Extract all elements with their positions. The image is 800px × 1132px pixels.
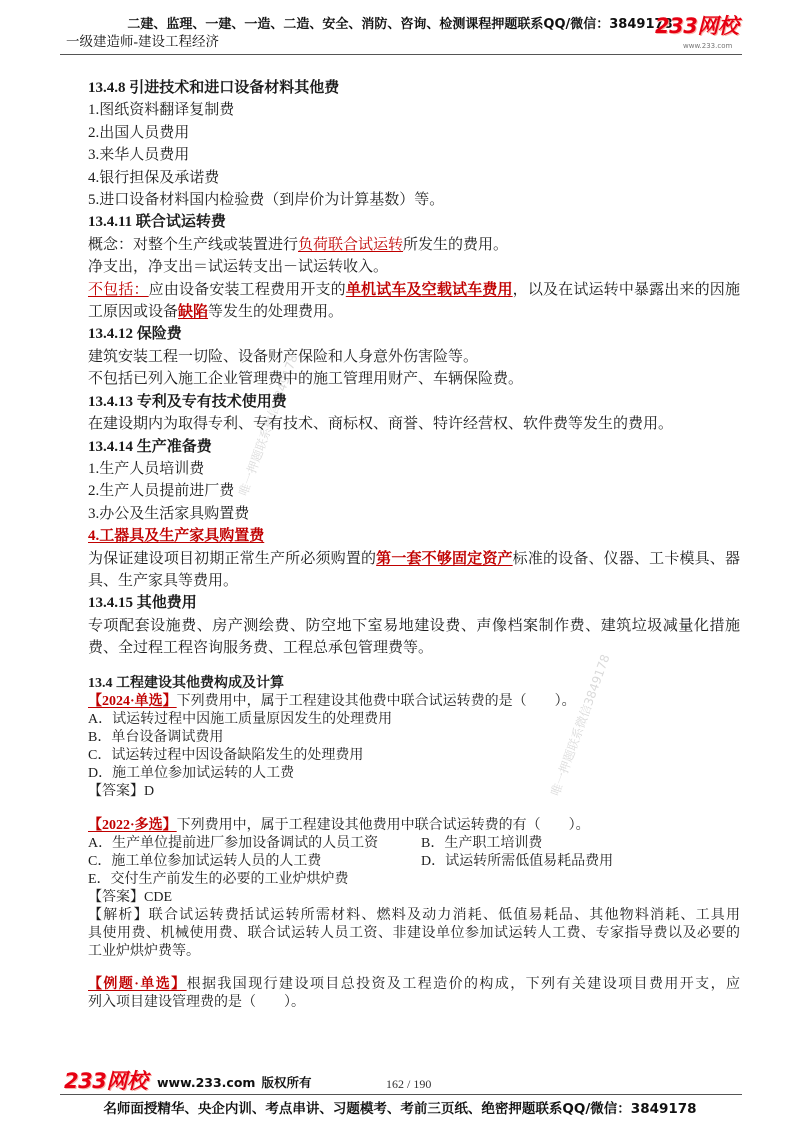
footer-site-url: www.233.com: [157, 1075, 256, 1090]
section-heading-13-4-8: 13.4.8 引进技术和进口设备材料其他费: [88, 80, 340, 96]
option-c: C．试运转过程中因设备缺陷发生的处理费用: [88, 748, 364, 763]
exclusion-text: ，以及在试运转中暴露出来的因施: [512, 281, 740, 298]
analysis-line: 具使用费、机械使用费、联合试运转人员工资、非建设单位参加试运转人工费、专家指导费以及必要的: [88, 926, 740, 941]
header-divider: [60, 54, 742, 55]
option-e: E．交付生产前发生的必要的工业炉烘炉费: [88, 872, 349, 887]
concept-text: 所发生的费用。: [403, 236, 509, 253]
option-c: C．施工单位参加试运转人员的人工费: [88, 854, 322, 869]
list-item: 2.出国人员费用: [88, 124, 190, 141]
section-heading-13-4-13: 13.4.13 专利及专有技术使用费: [88, 393, 287, 410]
question-stem: 下列费用中，属于工程建设其他费用中联合试运转费的有（ ）。: [176, 818, 590, 833]
section-heading-13-4-14: 13.4.14 生产准备费: [88, 438, 212, 455]
question-stem: 根据我国现行建设项目总投资及工程造价的构成，下列有关建设项目费用开支，应: [186, 977, 741, 992]
option-a: A．试运转过程中因施工质量原因发生的处理费用: [88, 712, 393, 727]
list-item: 1.生产人员培训费: [88, 460, 205, 477]
highlight-term: 第一套不够固定资产: [376, 550, 513, 567]
watermark: 唯一押题联系微信3849178: [548, 652, 613, 798]
answer: 【答案】D: [88, 784, 155, 799]
question-tag: 【2024·单选】: [88, 694, 177, 709]
question-tag: 【2022·多选】: [88, 818, 177, 833]
option-b: B．生产职工培训费: [421, 836, 543, 851]
paragraph-line: 不包括已列入施工企业管理费中的施工管理用财产、车辆保险费。: [88, 371, 524, 388]
question-1-stem-line: [88, 693, 740, 711]
question-stem: 下列费用中，属于工程建设其他费中联合试运转费的是（ ）。: [176, 694, 576, 709]
options-row: [88, 853, 740, 871]
exclusion-text: 等发生的处理费用。: [208, 304, 344, 321]
highlight-term: 负荷联合试运转: [298, 236, 404, 253]
list-item: 3.办公及生活家具购置费: [88, 505, 250, 522]
paragraph-text: 标准的设备、仪器、工卡模具、器: [512, 550, 740, 567]
paragraph-line: 费、全过程工程咨询服务费、工程总承包管理费等。: [88, 640, 434, 657]
net-expense-line: 净支出，净支出＝试运转支出－试运转收入。: [88, 259, 389, 276]
footer-copyright-text: 版权所有: [261, 1075, 312, 1090]
exclusion-text: 应由设备安装工程费用开支的: [148, 281, 346, 298]
exclusion-line: [88, 301, 740, 323]
question-3-stem-line: [88, 976, 740, 994]
option-b: B．单台设备调试费用: [88, 730, 224, 745]
exclusion-label: 不包括：: [88, 281, 149, 298]
question-3-stem-line: 列入项目建设管理费的是（ ）。: [88, 995, 305, 1010]
analysis-line: 工业炉烘炉费等。: [88, 944, 200, 959]
footer-copyright: [157, 1074, 311, 1092]
option-d: D．施工单位参加试运转的人工费: [88, 766, 295, 781]
page-number: 162 / 190: [386, 1077, 432, 1091]
highlight-term: 缺陷: [178, 304, 209, 321]
section-heading-13-4-15: 13.4.15 其他费用: [88, 595, 197, 612]
option-a: A．生产单位提前进厂参加设备调试的人员工资: [88, 836, 379, 851]
question-2-stem-line: [88, 817, 740, 835]
paragraph-line: 具、生产家具等费用。: [88, 572, 239, 589]
paragraph-line: 专项配套设施费、房产测绘费、防空地下室易地建设费、声像档案制作费、建筑垃圾减量化措施: [88, 617, 740, 634]
exclusion-text: 工原因或设备: [88, 304, 179, 321]
header-contact-notice: 二建、监理、一建、一造、二造、安全、消防、咨询、检测课程押题联系QQ/微信：3849178: [127, 17, 673, 32]
section-heading-13-4-11: 13.4.11 联合试运转费: [88, 214, 226, 231]
header-brand-logo: 233网校: [655, 14, 739, 38]
concept-text: 概念：对整个生产线或装置进行: [88, 236, 299, 253]
question-tag: 【例题·单选】: [88, 977, 187, 992]
footer-contact-notice: 名师面授精华、央企内训、考点串讲、习题模考、考前三页纸、绝密押题联系QQ/微信：3849178: [103, 1101, 697, 1117]
exercise-section-title: 13.4 工程建设其他费构成及计算: [88, 676, 284, 691]
exercises: [88, 675, 740, 1012]
highlight-term: 单机试车及空载试车费用: [345, 281, 513, 298]
paragraph-text: 为保证建设项目初期正常生产所必须购置的: [88, 550, 377, 567]
list-item: 1.图纸资料翻译复制费: [88, 102, 235, 119]
section-heading-13-4-12: 13.4.12 保险费: [88, 326, 182, 343]
concept-line: [88, 234, 740, 256]
paragraph-line: 建筑安装工程一切险、设备财产保险和人身意外伤害险等。: [88, 348, 479, 365]
paragraph-line: [88, 548, 740, 570]
list-item: 2.生产人员提前进厂费: [88, 483, 235, 500]
answer: 【答案】CDE: [88, 890, 172, 905]
list-item: 5.进口设备材料国内检验费（到岸价为计算基数）等。: [88, 192, 445, 209]
list-item: 3.来华人员费用: [88, 147, 190, 164]
watermark: 唯一押题联系微信3849178: [236, 352, 301, 498]
footer-brand-logo: 233网校: [64, 1069, 148, 1093]
exclusion-line: [88, 279, 740, 301]
footer-divider: [60, 1094, 742, 1095]
paragraph-line: 在建设期内为取得专利、专有技术、商标权、商誉、特许经营权、软件费等发生的费用。: [88, 416, 674, 433]
list-item-highlighted: 4.工器具及生产家具购置费: [88, 528, 265, 545]
header-logo-site: www.233.com: [683, 42, 733, 50]
header-subject-title: 一级建造师-建设工程经济: [66, 34, 219, 49]
option-d: D．试运转所需低值易耗品费用: [421, 854, 614, 869]
list-item: 4.银行担保及承诺费: [88, 169, 220, 186]
analysis-line: 【解析】联合试运转费括试运转所需材料、燃料及动力消耗、低值易耗品、其他物料消耗、工具用: [88, 908, 740, 923]
options-row: [88, 835, 740, 853]
notes-body: [88, 77, 740, 660]
